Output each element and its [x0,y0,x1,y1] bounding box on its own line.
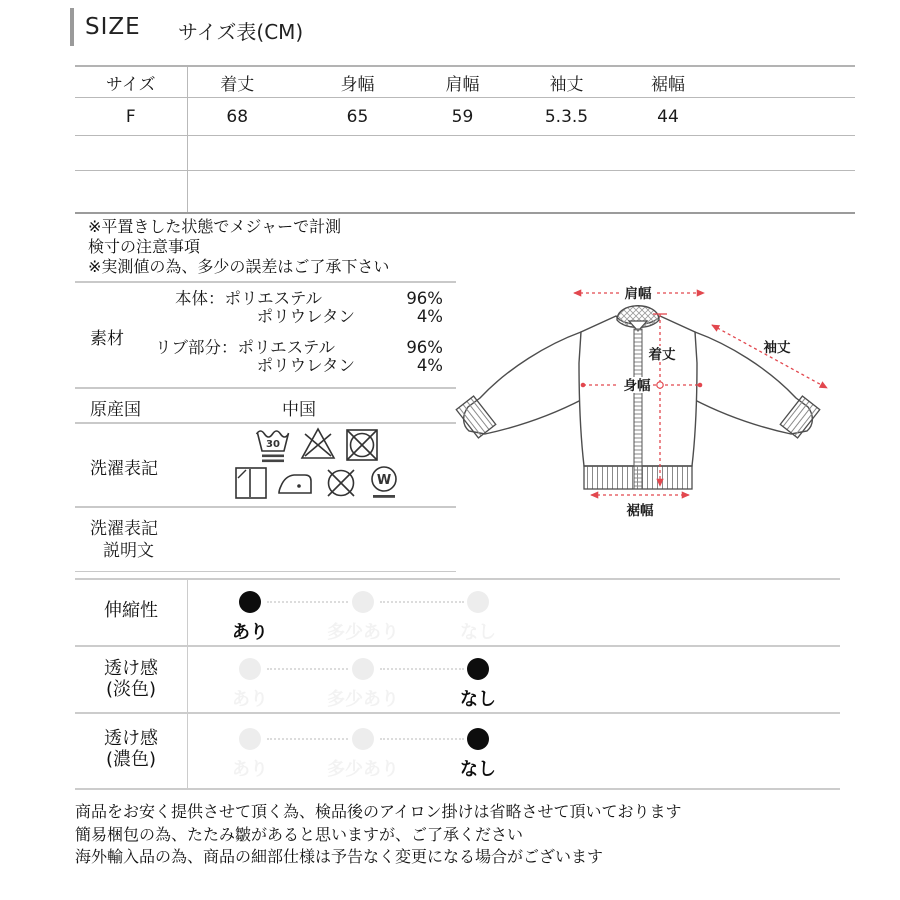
rating-dot [352,728,374,750]
material-label: 素材 [90,329,124,349]
no-dry-clean-icon [322,463,360,503]
spec-table [75,281,456,572]
care-note-label: 説明文 [103,541,154,561]
rating-dot [239,591,261,613]
col-header: 身幅 [305,66,410,98]
size-table-empty-row [75,171,855,214]
divider [187,580,188,645]
rating-option: あり [195,591,305,644]
rating-option: なし [423,658,533,711]
measurement-value: 65 [305,98,410,136]
footer-notes [75,801,682,869]
header-accent-bar [70,8,74,46]
diagram-label-length: 着丈 [648,347,676,363]
rating-dot [467,728,489,750]
rating-option: あり [195,728,305,781]
col-header: 袖丈 [515,66,618,98]
rating-label: 透け感 [104,728,158,749]
rating-label: (濃色) [105,749,157,770]
measurement-value: 68 [187,98,305,136]
rating-dot [352,658,374,680]
rating-option: 多少あり [308,658,418,711]
diagram-label-shoulder: 肩幅 [624,286,652,302]
rating-label: 透け感 [104,658,158,679]
col-header: 着丈 [187,66,305,98]
rating-option: なし [423,728,533,781]
rating-dot [239,728,261,750]
line-dry-shade-icon [232,463,270,503]
page-title: サイズ表(CM) [178,20,304,44]
section-label-size: SIZE [85,14,141,40]
material-line: ポリウレタン 4% [256,355,443,375]
size-table-row-F [75,98,855,136]
jacket-measurement-diagram [450,268,860,520]
rating-option: あり [195,658,305,711]
ratings-table [75,578,840,790]
note-line: 検寸の注意事項 [88,237,201,256]
size-table [75,65,855,214]
footer-line: 簡易梱包の為、たたみ皺があると思いますが、ご了承ください [75,824,524,844]
divider [187,647,188,712]
measurement-notes [88,217,389,277]
rating-option: なし [423,591,533,644]
rating-dot [467,591,489,613]
diagram-label-width: 身幅 [623,378,651,394]
rating-option: 多少あり [308,728,418,781]
svg-text:W: W [376,473,391,488]
col-header: 肩幅 [410,66,515,98]
footer-line: 海外輸入品の為、商品の細部仕様は予告なく変更になる場合がございます [75,847,604,866]
wet-clean-gentle-icon [365,463,403,503]
measurement-value: 59 [410,98,515,136]
origin-value: 中国 [282,400,316,420]
measurement-value: 44 [618,98,718,136]
no-tumble-dry-icon [343,425,381,465]
wash-30-gentle-icon [253,425,293,465]
rating-row-sheer-light [75,645,840,712]
care-symbols-row [75,422,456,506]
rating-label: (淡色) [105,679,157,700]
care-note-label: 洗濯表記 [90,519,158,539]
col-header: 裾幅 [618,66,718,98]
footer-line: 商品をお安く提供させて頂く為、検品後のアイロン掛けは省略させて頂いております [75,802,682,821]
care-symbols [187,427,447,503]
size-value: F [75,98,187,136]
rating-row-stretch [75,578,840,645]
material-line: リブ部分：ポリエステル 96% [155,338,443,357]
rating-row-sheer-dark [75,712,840,790]
material-row [75,281,456,387]
no-bleach-icon [298,425,338,465]
rating-dot [467,658,489,680]
jacket-zipper [634,329,642,489]
diagram-label-hem: 裾幅 [626,503,654,519]
measurement-value: 5.3.5 [515,98,618,136]
material-line: ポリウレタン 4% [256,306,443,326]
divider [187,714,188,788]
care-label: 洗濯表記 [90,459,158,479]
origin-row [75,387,456,422]
rating-dot [352,591,374,613]
material-line: 本体：ポリエステル 96% [175,289,443,308]
rating-dot [239,658,261,680]
col-header: サイズ [75,66,187,98]
size-table-empty-row [75,136,855,171]
rating-option: 多少あり [308,591,418,644]
rating-label: 伸縮性 [104,600,158,621]
origin-label: 原産国 [90,400,141,420]
iron-low-icon [275,463,317,503]
note-line: ※平置きした状態でメジャーで計測 [88,217,342,236]
svg-text:30: 30 [266,439,280,450]
care-description-row [75,506,456,572]
note-line: ※実測値の為、多少の誤差はご了承下さい [88,257,390,276]
diagram-label-sleeve: 袖丈 [763,340,791,356]
material-composition [155,290,443,374]
size-table-header-row [75,66,855,98]
